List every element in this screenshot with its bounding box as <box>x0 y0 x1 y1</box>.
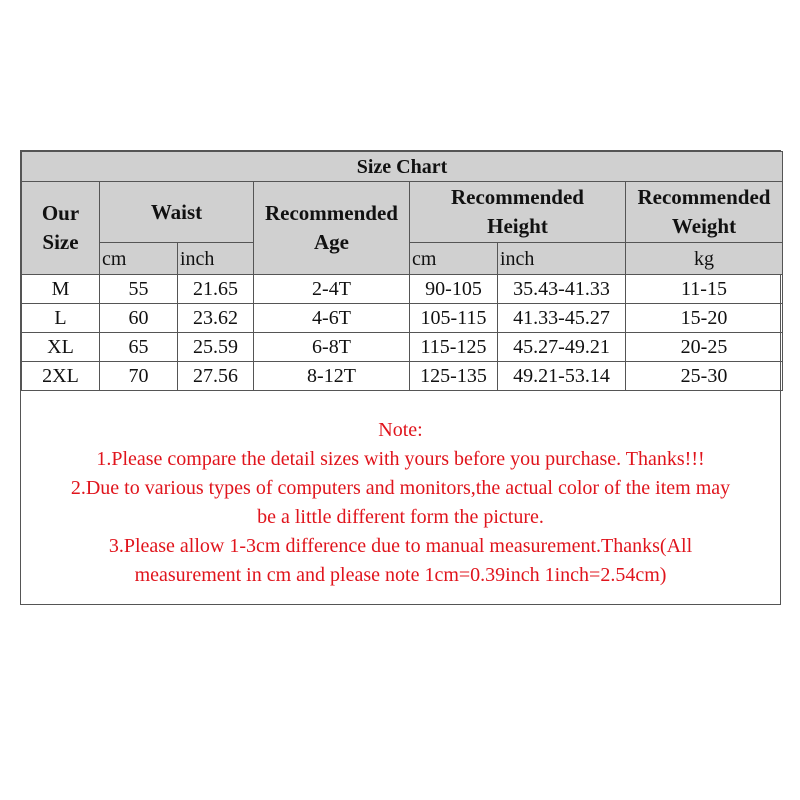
size-chart-sheet <box>20 150 781 605</box>
header-age-line1: Recommended <box>265 201 398 225</box>
size-chart-table <box>21 151 783 391</box>
note-line: measurement in cm and please note 1cm=0.39inch 1inch=2.54cm) <box>134 564 667 586</box>
note-line: 1.Please compare the detail sizes with yours before you purchase. Thanks!!! <box>96 448 705 470</box>
cell-size: 2XL <box>22 362 100 391</box>
cell-waist-inch: 23.62 <box>178 304 254 333</box>
cell-height-cm: 90-105 <box>410 275 498 304</box>
cell-age: 6-8T <box>254 333 410 362</box>
table-row <box>22 362 783 391</box>
cell-weight: 11-15 <box>626 275 783 304</box>
cell-height-inch: 41.33-45.27 <box>498 304 626 333</box>
cell-waist-cm: 65 <box>100 333 178 362</box>
unit-waist-cm: cm <box>100 243 178 275</box>
cell-height-inch: 35.43-41.33 <box>498 275 626 304</box>
header-size <box>22 182 100 275</box>
header-waist: Waist <box>100 182 254 243</box>
header-height <box>410 182 626 243</box>
cell-age: 4-6T <box>254 304 410 333</box>
cell-waist-cm: 60 <box>100 304 178 333</box>
header-weight-line1: Recommended <box>637 185 771 209</box>
header-row <box>22 182 783 243</box>
cell-size: XL <box>22 333 100 362</box>
cell-weight: 15-20 <box>626 304 783 333</box>
header-weight-line2: Weight <box>671 214 737 238</box>
cell-waist-cm: 70 <box>100 362 178 391</box>
header-height-line1: Recommended <box>451 185 584 209</box>
header-size-line2: Size <box>42 230 79 254</box>
table-title: Size Chart <box>22 152 783 182</box>
cell-size: M <box>22 275 100 304</box>
table-row <box>22 275 783 304</box>
unit-height-cm: cm <box>410 243 498 275</box>
cell-weight: 25-30 <box>626 362 783 391</box>
cell-height-cm: 115-125 <box>410 333 498 362</box>
cell-size: L <box>22 304 100 333</box>
cell-waist-inch: 27.56 <box>178 362 254 391</box>
unit-waist-inch: inch <box>178 243 254 275</box>
note-line: 2.Due to various types of computers and monitors,the actual color of the item may <box>70 477 731 499</box>
cell-waist-inch: 25.59 <box>178 333 254 362</box>
cell-age: 8-12T <box>254 362 410 391</box>
notes-section <box>21 416 780 590</box>
table-row <box>22 304 783 333</box>
cell-waist-inch: 21.65 <box>178 275 254 304</box>
header-age-line2: Age <box>314 230 349 254</box>
note-heading: Note: <box>378 419 423 441</box>
cell-weight: 20-25 <box>626 333 783 362</box>
unit-height-inch: inch <box>498 243 626 275</box>
header-weight <box>626 182 783 243</box>
unit-weight-kg: kg <box>626 243 783 275</box>
note-line: 3.Please allow 1-3cm difference due to manual measurement.Thanks(All <box>108 535 693 557</box>
note-line: be a little different form the picture. <box>257 506 544 528</box>
cell-waist-cm: 55 <box>100 275 178 304</box>
header-size-line1: Our <box>41 201 80 225</box>
cell-age: 2-4T <box>254 275 410 304</box>
cell-height-cm: 105-115 <box>410 304 498 333</box>
table-row <box>22 333 783 362</box>
cell-height-cm: 125-135 <box>410 362 498 391</box>
cell-height-inch: 45.27-49.21 <box>498 333 626 362</box>
header-height-line2: Height <box>487 214 548 238</box>
header-age <box>254 182 410 275</box>
table-title-row <box>22 152 783 182</box>
cell-height-inch: 49.21-53.14 <box>498 362 626 391</box>
